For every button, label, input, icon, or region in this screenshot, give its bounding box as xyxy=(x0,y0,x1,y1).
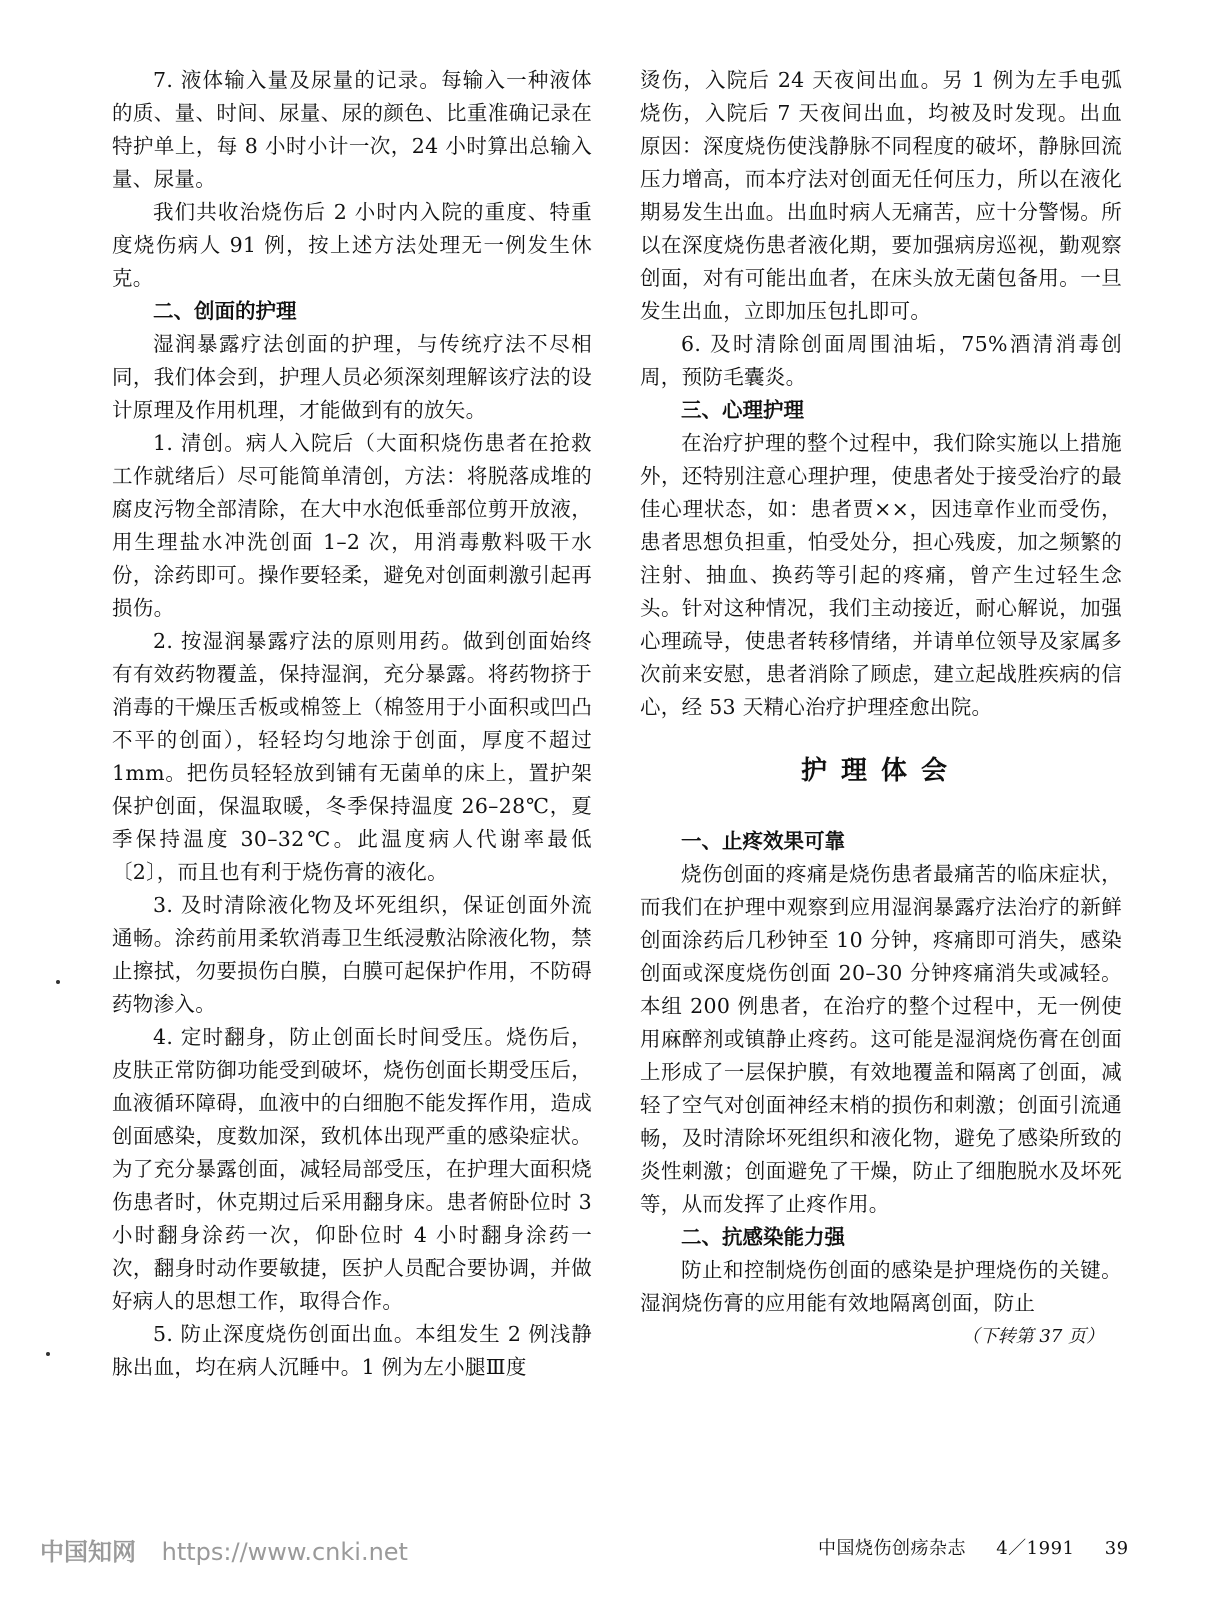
issue-number: 4／1991 xyxy=(996,1538,1075,1559)
paragraph: 我们共收治烧伤后 2 小时内入院的重度、特重度烧伤病人 91 例，按上述方法处理无一例发生休克。 xyxy=(112,200,592,290)
journal-name: 中国烧伤创疡杂志 xyxy=(818,1538,966,1559)
paragraph: 6. 及时清除创面周围油垢，75%酒清消毒创周，预防毛囊炎。 xyxy=(640,332,1122,389)
paragraph: 7. 液体输入量及尿量的记录。每输入一种液体的质、量、时间、尿量、尿的颜色、比重准确记录在特护单上，每 8 小时小计一次，24 小时算出总输入量、尿量。 xyxy=(112,68,592,191)
section-title: 护理体会 xyxy=(800,756,961,786)
continue-note: （下转第 37 页） xyxy=(961,1326,1104,1347)
paragraph: 1. 清创。病人入院后（大面积烧伤患者在抢救工作就绪后）尽可能简单清创，方法：将脱落成堆的腐皮污物全部清除，在大中水泡低垂部位剪开放液，用生理盐水冲洗创面 1–2 次，用消毒敷料吸干水份，涂药即可。操作要轻柔，避免对创面刺激引起再损伤。 xyxy=(112,431,592,620)
subsection-heading: 二、创面的护理 xyxy=(153,299,297,323)
paragraph: 5. 防止深度烧伤创面出血。本组发生 2 例浅静脉出血，均在病人沉睡中。1 例为左小腿Ⅲ度 xyxy=(112,1322,592,1379)
watermark-brand: 中国知网 xyxy=(40,1538,136,1566)
watermark-url: https://www.cnki.net xyxy=(161,1538,408,1566)
subsection-heading: 三、心理护理 xyxy=(681,398,804,422)
scan-speck xyxy=(56,980,60,984)
page-footer xyxy=(818,1534,1129,1560)
paragraph: 防止和控制烧伤创面的感染是护理烧伤的关键。湿润烧伤膏的应用能有效地隔离创面，防止 xyxy=(640,1258,1122,1315)
paragraph: 烧伤创面的疼痛是烧伤患者最痛苦的临床症状，而我们在护理中观察到应用湿润暴露疗法治疗的新鲜创面涂药后几秒钟至 10 分钟，疼痛即可消失，感染创面或深度烧伤创面 20–30 分钟疼痛消失或减轻。本组 200 例患者，在治疗的整个过程中，无一例使用麻醉剂或镇静止疼药。这可能是湿润烧伤膏在创面上形成了一层保护膜，有效地覆盖和隔离了创面，减轻了空气对创面神经末梢的损伤和刺激；创面引流通畅，及时清除坏死组织和液化物，避免了感染所致的炎性刺激；创面避免了干燥，防止了细胞脱水及坏死等，从而发挥了止疼作用。 xyxy=(640,862,1122,1216)
paragraph: 湿润暴露疗法创面的护理，与传统疗法不尽相同，我们体会到，护理人员必须深刻理解该疗法的设计原理及作用机理，才能做到有的放矢。 xyxy=(112,332,592,422)
right-column-bottom xyxy=(640,825,1122,1320)
cnki-watermark xyxy=(40,1532,408,1567)
scan-speck xyxy=(46,1352,50,1356)
paragraph: 3. 及时清除液化物及坏死组织，保证创面外流通畅。涂药前用柔软消毒卫生纸浸敷沾除液化物，禁止擦拭，勿要损伤白膜，白膜可起保护作用，不防碍药物渗入。 xyxy=(112,893,592,1016)
right-column-top xyxy=(640,64,1122,724)
paragraph: 在治疗护理的整个过程中，我们除实施以上措施外，还特别注意心理护理，使患者处于接受治疗的最佳心理状态，如：患者贾××，因违章作业而受伤，患者思想负担重，怕受处分，担心残废，加之频繁的注射、抽血、换药等引起的疼痛，曾产生过轻生念头。针对这种情况，我们主动接近，耐心解说，加强心理疏导，使患者转移情绪，并请单位领导及家属多次前来安慰，患者消除了顾虑，建立起战胜疾病的信心，经 53 天精心治疗护理痊愈出院。 xyxy=(640,431,1122,719)
paragraph: 4. 定时翻身，防止创面长时间受压。烧伤后，皮肤正常防御功能受到破坏，烧伤创面长期受压后，血液循环障碍，血液中的白细胞不能发挥作用，造成创面感染，度数加深，致机体出现严重的感染症状。为了充分暴露创面，减轻局部受压，在护理大面积烧伤患者时，休克期过后采用翻身床。患者俯卧位时 3 小时翻身涂药一次，仰卧位时 4 小时翻身涂药一次，翻身时动作要敏捷，医护人员配合要协调，并做好病人的思想工作，取得合作。 xyxy=(112,1025,592,1313)
paragraph: 烫伤，入院后 24 天夜间出血。另 1 例为左手电弧烧伤，入院后 7 天夜间出血，均被及时发现。出血原因：深度烧伤使浅静脉不同程度的破坏，静脉回流压力增高，而本疗法对创面无任何压力，所以在液化期易发生出血。出血时病人无痛苦，应十分警惕。所以在深度烧伤患者液化期，要加强病房巡视，勤观察创面，对有可能出血者，在床头放无菌包备用。一旦发生出血，立即加压包扎即可。 xyxy=(640,68,1122,323)
right-column xyxy=(640,64,1122,1348)
left-column xyxy=(112,64,592,1384)
subsection-heading: 一、止疼效果可靠 xyxy=(681,829,845,853)
subsection-heading: 二、抗感染能力强 xyxy=(681,1225,845,1249)
paragraph: 2. 按湿润暴露疗法的原则用药。做到创面始终有有效药物覆盖，保持湿润，充分暴露。将药物挤于消毒的干燥压舌板或棉签上（棉签用于小面积或凹凸不平的创面），轻轻均匀地涂于创面，厚度不超过 1mm。把伤员轻轻放到铺有无菌单的床上，置护架保护创面，保温取暖，冬季保持温度 26–28℃，夏季保持温度 30–32℃。此温度病人代谢率最低〔2〕，而且也有利于烧伤膏的液化。 xyxy=(112,629,592,884)
page-number: 39 xyxy=(1104,1538,1129,1559)
